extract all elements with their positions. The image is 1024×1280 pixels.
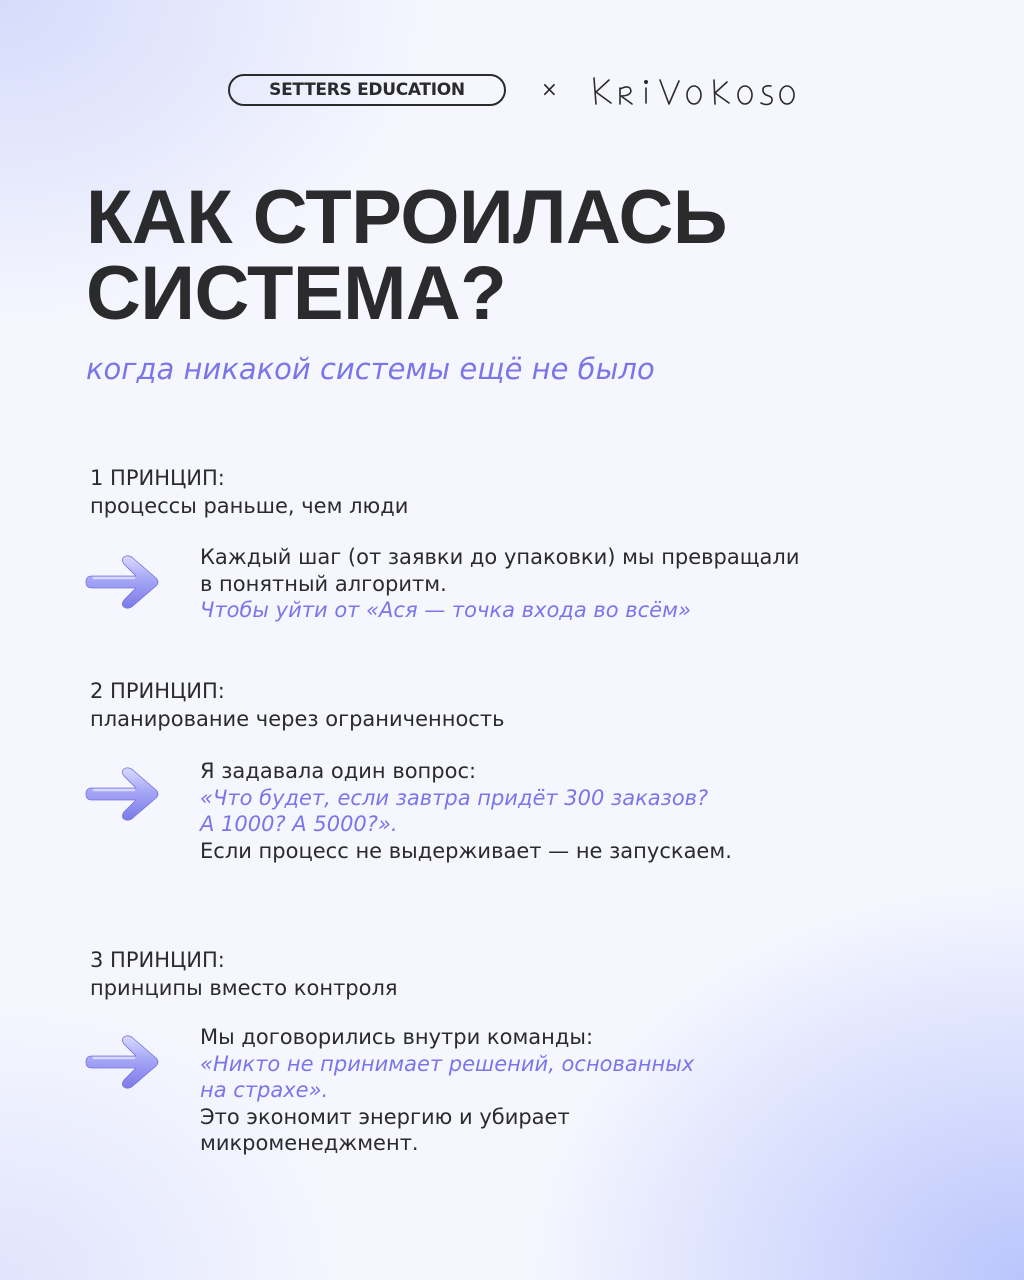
page-title-line-2: СИСТЕМА?	[86, 251, 507, 336]
principle-3-name: принципы вместо контроля	[90, 976, 398, 1000]
principle-1-label: 1 ПРИНЦИП:	[90, 466, 225, 490]
page-title-line-1: КАК СТРОИЛАСЬ	[86, 175, 727, 260]
arrow-right-icon	[84, 553, 162, 611]
principle-1-heading	[90, 464, 408, 520]
principle-1-body-accent: Чтобы уйти от «Ася — точка входа во всём»	[200, 598, 691, 622]
principle-3-body	[200, 1024, 694, 1157]
arrow-right-icon	[84, 1033, 162, 1091]
krivokoso-logo	[590, 72, 800, 112]
principle-2-body	[200, 758, 732, 864]
arrow-right-icon	[84, 765, 162, 823]
principle-1-body	[200, 544, 799, 624]
principle-1-name: процессы раньше, чем люди	[90, 494, 409, 518]
setters-education-badge: SETTERS EDUCATION	[228, 74, 506, 106]
principle-3-label: 3 ПРИНЦИП:	[90, 948, 225, 972]
collab-separator: ×	[541, 77, 558, 101]
header	[0, 72, 1024, 112]
principle-3-body-line: Это экономит энергию и убирает	[200, 1104, 570, 1129]
principle-3-body-line: Мы договорились внутри команды:	[200, 1025, 594, 1049]
principle-3-body-accent: на страхе».	[200, 1078, 329, 1102]
principle-2-body-accent: «Что будет, если завтра придёт 300 заказов?	[200, 785, 709, 810]
principle-2-body-line: Если процесс не выдерживает — не запускаем.	[200, 838, 732, 863]
principle-3-body-line: микроменеджмент.	[200, 1131, 419, 1155]
principle-2-label: 2 ПРИНЦИП:	[90, 679, 225, 703]
page-subtitle: когда никакой системы ещё не было	[86, 352, 655, 386]
principle-2-body-line: Я задавала один вопрос:	[200, 759, 477, 783]
page-title	[86, 175, 727, 336]
principle-2-name: планирование через ограниченность	[90, 707, 505, 731]
principle-2-heading	[90, 677, 504, 733]
principle-1-body-line: в понятный алгоритм.	[200, 571, 447, 596]
principle-1-body-line: Каждый шаг (от заявки до упаковки) мы превращали	[200, 545, 800, 569]
principle-2-body-accent: А 1000? А 5000?».	[200, 812, 398, 836]
principle-3-heading	[90, 946, 398, 1002]
principle-3-body-accent: «Никто не принимает решений, основанных	[200, 1051, 695, 1076]
